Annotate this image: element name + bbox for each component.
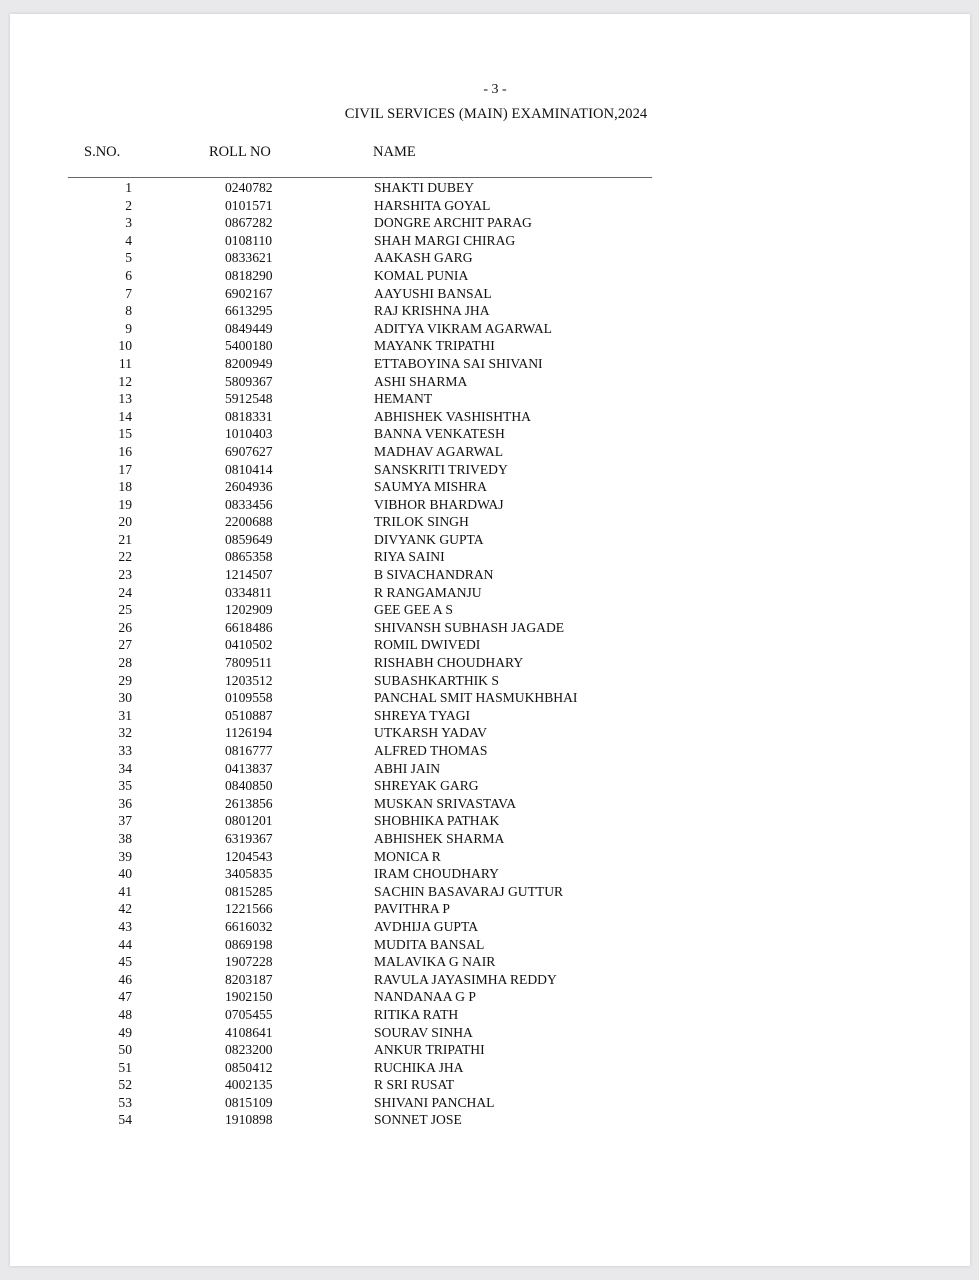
sno-cell: 27	[118, 637, 132, 653]
name-cell: ANKUR TRIPATHI	[374, 1042, 485, 1058]
name-cell: MUDITA BANSAL	[374, 936, 485, 952]
name-cell: ETTABOYINA SAI SHIVANI	[374, 355, 543, 371]
table-row	[10, 548, 970, 566]
table-row	[10, 302, 970, 320]
table-row	[10, 812, 970, 830]
name-cell: ABHI JAIN	[374, 760, 441, 776]
name-cell: IRAM CHOUDHARY	[374, 866, 499, 882]
sno-cell: 22	[118, 549, 132, 565]
name-cell: UTKARSH YADAV	[374, 725, 487, 741]
roll-no-cell: 0101571	[225, 197, 273, 213]
roll-no-cell: 0850412	[225, 1059, 273, 1075]
roll-no-cell: 8200949	[225, 355, 273, 371]
document-title: CIVIL SERVICES (MAIN) EXAMINATION,2024	[344, 106, 648, 122]
table-row	[10, 707, 970, 725]
table-row	[10, 760, 970, 778]
roll-no-cell: 1907228	[225, 954, 273, 970]
roll-no-cell: 1203512	[225, 672, 273, 688]
table-row	[10, 1111, 970, 1129]
table-row	[10, 214, 970, 232]
table-row	[10, 971, 970, 989]
table-row	[10, 883, 970, 901]
sno-cell: 12	[118, 373, 132, 389]
sno-cell: 19	[118, 496, 132, 512]
sno-cell: 3	[125, 215, 132, 231]
roll-no-cell: 0823200	[225, 1042, 273, 1058]
table-row	[10, 689, 970, 707]
name-cell: SACHIN BASAVARAJ GUTTUR	[374, 883, 564, 899]
name-cell: ALFRED THOMAS	[374, 743, 488, 758]
name-cell: MUSKAN SRIVASTAVA	[374, 795, 517, 811]
table-row	[10, 601, 970, 619]
roll-no-cell: 1221566	[225, 901, 273, 917]
roll-no-cell: 0815285	[225, 883, 273, 899]
roll-no-cell: 3405835	[225, 866, 273, 882]
roll-no-cell: 0410502	[225, 637, 273, 653]
roll-no-cell: 0109558	[225, 690, 273, 706]
name-cell: DONGRE ARCHIT PARAG	[374, 215, 532, 231]
roll-no-cell: 7809511	[225, 655, 273, 671]
sno-cell: 37	[118, 813, 132, 829]
header-divider	[68, 177, 652, 178]
table-row	[10, 179, 970, 197]
roll-no-cell: 2613856	[225, 795, 273, 811]
sno-cell: 11	[118, 355, 132, 371]
sno-cell: 15	[118, 426, 132, 442]
roll-no-cell: 2604936	[225, 479, 273, 495]
table-row	[10, 936, 970, 954]
sno-cell: 34	[118, 760, 132, 776]
table-row	[10, 425, 970, 443]
document-page	[10, 14, 970, 1266]
sno-cell: 49	[118, 1024, 132, 1040]
roll-no-cell: 6902167	[225, 285, 273, 301]
table-row	[10, 390, 970, 408]
roll-no-cell: 0818331	[225, 408, 273, 424]
table-row	[10, 496, 970, 514]
sno-cell: 14	[118, 408, 132, 424]
sno-cell: 54	[118, 1112, 132, 1128]
name-cell: R SRI RUSAT	[374, 1077, 455, 1093]
name-cell: RIYA SAINI	[374, 549, 445, 565]
table-row	[10, 672, 970, 690]
name-cell: ABHISHEK VASHISHTHA	[374, 408, 531, 424]
name-cell: RISHABH CHOUDHARY	[374, 655, 524, 671]
table-row	[10, 777, 970, 795]
roll-no-cell: 4108641	[225, 1024, 273, 1040]
sno-cell: 24	[118, 584, 132, 600]
table-row	[10, 988, 970, 1006]
table-row	[10, 900, 970, 918]
sno-cell: 39	[118, 848, 132, 864]
table-row	[10, 408, 970, 426]
sno-cell: 51	[118, 1059, 132, 1075]
name-cell: SUBASHKARTHIK S	[374, 672, 499, 688]
table-row	[10, 953, 970, 971]
sno-cell: 36	[118, 795, 132, 811]
name-cell: RITIKA RATH	[374, 1006, 459, 1022]
sno-cell: 44	[118, 936, 132, 952]
sno-cell: 40	[118, 866, 132, 882]
sno-cell: 32	[118, 725, 132, 741]
sno-cell: 41	[118, 883, 132, 899]
table-row	[10, 724, 970, 742]
name-cell: AAYUSHI BANSAL	[374, 285, 492, 301]
roll-no-cell: 6319367	[225, 830, 273, 846]
name-cell: VIBHOR BHARDWAJ	[374, 496, 504, 512]
name-cell: AAKASH GARG	[374, 250, 473, 266]
sno-cell: 42	[118, 901, 132, 917]
name-cell: SHREYA TYAGI	[374, 707, 471, 723]
sno-cell: 7	[125, 285, 132, 301]
table-row	[10, 1006, 970, 1024]
name-cell: MADHAV AGARWAL	[374, 443, 504, 459]
name-cell: MONICA R	[374, 848, 441, 864]
name-cell: TRILOK SINGH	[374, 514, 469, 530]
sno-cell: 28	[118, 655, 132, 671]
roll-no-cell: 6907627	[225, 443, 273, 459]
name-cell: GEE GEE A S	[374, 602, 453, 618]
table-row	[10, 848, 970, 866]
table-row	[10, 619, 970, 637]
name-cell: NANDANAA G P	[374, 989, 476, 1005]
sno-cell: 17	[118, 461, 132, 477]
roll-no-cell: 5400180	[225, 338, 273, 354]
table-row	[10, 1076, 970, 1094]
sno-cell: 29	[118, 672, 132, 688]
name-cell: SAUMYA MISHRA	[374, 479, 487, 495]
name-cell: SOURAV SINHA	[374, 1024, 473, 1040]
sno-cell: 47	[118, 989, 132, 1005]
roll-no-cell: 8203187	[225, 971, 273, 987]
header-name: NAME	[373, 144, 416, 160]
name-cell: HARSHITA GOYAL	[374, 197, 491, 213]
table-row	[10, 337, 970, 355]
roll-no-cell: 1214507	[225, 567, 273, 583]
sno-cell: 18	[118, 479, 132, 495]
sno-cell: 50	[118, 1042, 132, 1058]
header-roll-no: ROLL NO	[209, 144, 271, 160]
table-row	[10, 461, 970, 479]
sno-cell: 2	[125, 197, 132, 213]
sno-cell: 13	[118, 391, 132, 407]
roll-no-cell: 1204543	[225, 848, 273, 864]
sno-cell: 26	[118, 619, 132, 635]
sno-cell: 1	[125, 180, 132, 195]
table-row	[10, 320, 970, 338]
name-cell: B SIVACHANDRAN	[374, 567, 494, 583]
name-cell: SHIVANSH SUBHASH JAGADE	[374, 619, 565, 635]
roll-no-cell: 0865358	[225, 549, 273, 565]
name-cell: DIVYANK GUPTA	[374, 531, 484, 547]
sno-cell: 9	[125, 320, 132, 336]
name-cell: PANCHAL SMIT HASMUKHBHAI	[374, 690, 578, 706]
roll-no-cell: 5912548	[225, 391, 273, 407]
name-cell: MAYANK TRIPATHI	[374, 338, 495, 354]
sno-cell: 6	[125, 267, 132, 283]
roll-no-cell: 0849449	[225, 320, 273, 336]
name-cell: RUCHIKA JHA	[374, 1059, 464, 1075]
roll-no-cell: 6618486	[225, 619, 273, 635]
name-cell: ROMIL DWIVEDI	[374, 637, 481, 653]
table-row	[10, 830, 970, 848]
table-row	[10, 232, 970, 250]
name-cell: HEMANT	[374, 391, 433, 407]
name-cell: PAVITHRA P	[374, 901, 450, 917]
table-row	[10, 742, 970, 760]
name-cell: ASHI SHARMA	[374, 373, 468, 389]
sno-cell: 4	[125, 232, 132, 248]
sno-cell: 8	[125, 303, 132, 319]
roll-no-cell: 1126194	[225, 725, 273, 741]
sno-cell: 25	[118, 602, 132, 618]
roll-no-cell: 1902150	[225, 989, 273, 1005]
sno-cell: 21	[118, 531, 132, 547]
name-cell: SHAH MARGI CHIRAG	[374, 232, 516, 248]
table-row	[10, 654, 970, 672]
table-row	[10, 197, 970, 215]
roll-no-cell: 0240782	[225, 180, 273, 195]
table-row	[10, 1059, 970, 1077]
table-row	[10, 443, 970, 461]
sno-cell: 10	[118, 338, 132, 354]
roll-no-cell: 2200688	[225, 514, 273, 530]
table-row	[10, 1094, 970, 1112]
name-cell: ADITYA VIKRAM AGARWAL	[374, 320, 552, 336]
table-row	[10, 1024, 970, 1042]
name-cell: SHAKTI DUBEY	[374, 180, 475, 195]
name-cell: R RANGAMANJU	[374, 584, 482, 600]
table-row	[10, 531, 970, 549]
roll-no-cell: 0510887	[225, 707, 273, 723]
name-cell: BANNA VENKATESH	[374, 426, 505, 442]
roll-no-cell: 0818290	[225, 267, 273, 283]
sno-cell: 53	[118, 1094, 132, 1110]
sno-cell: 31	[118, 707, 132, 723]
header-sno: S.NO.	[84, 144, 121, 160]
table-row	[10, 267, 970, 285]
roll-no-cell: 0833621	[225, 250, 273, 266]
name-cell: MALAVIKA G NAIR	[374, 954, 496, 970]
roll-no-cell: 0108110	[225, 232, 273, 248]
roll-no-cell: 5809367	[225, 373, 273, 389]
sno-cell: 16	[118, 443, 132, 459]
sno-cell: 46	[118, 971, 132, 987]
sno-cell: 30	[118, 690, 132, 706]
roll-no-cell: 6613295	[225, 303, 273, 319]
roll-no-cell: 0705455	[225, 1006, 273, 1022]
roll-no-cell: 0840850	[225, 778, 273, 794]
roll-no-cell: 0810414	[225, 461, 273, 477]
table-row	[10, 478, 970, 496]
roll-no-cell: 0859649	[225, 531, 273, 547]
roll-no-cell: 1910898	[225, 1112, 273, 1128]
table-row	[10, 865, 970, 883]
name-cell: RAJ KRISHNA JHA	[374, 303, 490, 319]
table-row	[10, 249, 970, 267]
table-row	[10, 1041, 970, 1059]
name-cell: RAVULA JAYASIMHA REDDY	[374, 971, 557, 987]
roll-no-cell: 6616032	[225, 918, 273, 934]
name-cell: SONNET JOSE	[374, 1112, 462, 1128]
page-number: - 3 -	[483, 82, 507, 97]
table-row	[10, 795, 970, 813]
roll-no-cell: 0869198	[225, 936, 273, 952]
name-cell: SHIVANI PANCHAL	[374, 1094, 495, 1110]
sno-cell: 20	[118, 514, 132, 530]
sno-cell: 23	[118, 567, 132, 583]
name-cell: SHREYAK GARG	[374, 778, 479, 794]
name-cell: SANSKRITI TRIVEDY	[374, 461, 508, 477]
name-cell: KOMAL PUNIA	[374, 267, 469, 283]
name-cell: ABHISHEK SHARMA	[374, 830, 505, 846]
roll-no-cell: 1202909	[225, 602, 273, 618]
sno-cell: 5	[125, 250, 132, 266]
name-cell: AVDHIJA GUPTA	[374, 918, 479, 934]
roll-no-cell: 0801201	[225, 813, 273, 829]
sno-cell: 45	[118, 954, 132, 970]
table-row	[10, 355, 970, 373]
sno-cell: 48	[118, 1006, 132, 1022]
roll-no-cell: 4002135	[225, 1077, 273, 1093]
roll-no-cell: 0334811	[225, 584, 273, 600]
results-list	[10, 179, 970, 1129]
roll-no-cell: 0413837	[225, 760, 273, 776]
name-cell: SHOBHIKA PATHAK	[374, 813, 500, 829]
table-row	[10, 636, 970, 654]
sno-cell: 43	[118, 918, 132, 934]
sno-cell: 35	[118, 778, 132, 794]
table-row	[10, 373, 970, 391]
table-row	[10, 584, 970, 602]
sno-cell: 38	[118, 830, 132, 846]
sno-cell: 52	[118, 1077, 132, 1093]
table-row	[10, 285, 970, 303]
roll-no-cell: 1010403	[225, 426, 273, 442]
table-row	[10, 566, 970, 584]
roll-no-cell: 0816777	[225, 743, 273, 758]
sno-cell: 33	[118, 743, 132, 758]
roll-no-cell: 0815109	[225, 1094, 273, 1110]
roll-no-cell: 0867282	[225, 215, 273, 231]
table-row	[10, 918, 970, 936]
table-row	[10, 513, 970, 531]
roll-no-cell: 0833456	[225, 496, 273, 512]
